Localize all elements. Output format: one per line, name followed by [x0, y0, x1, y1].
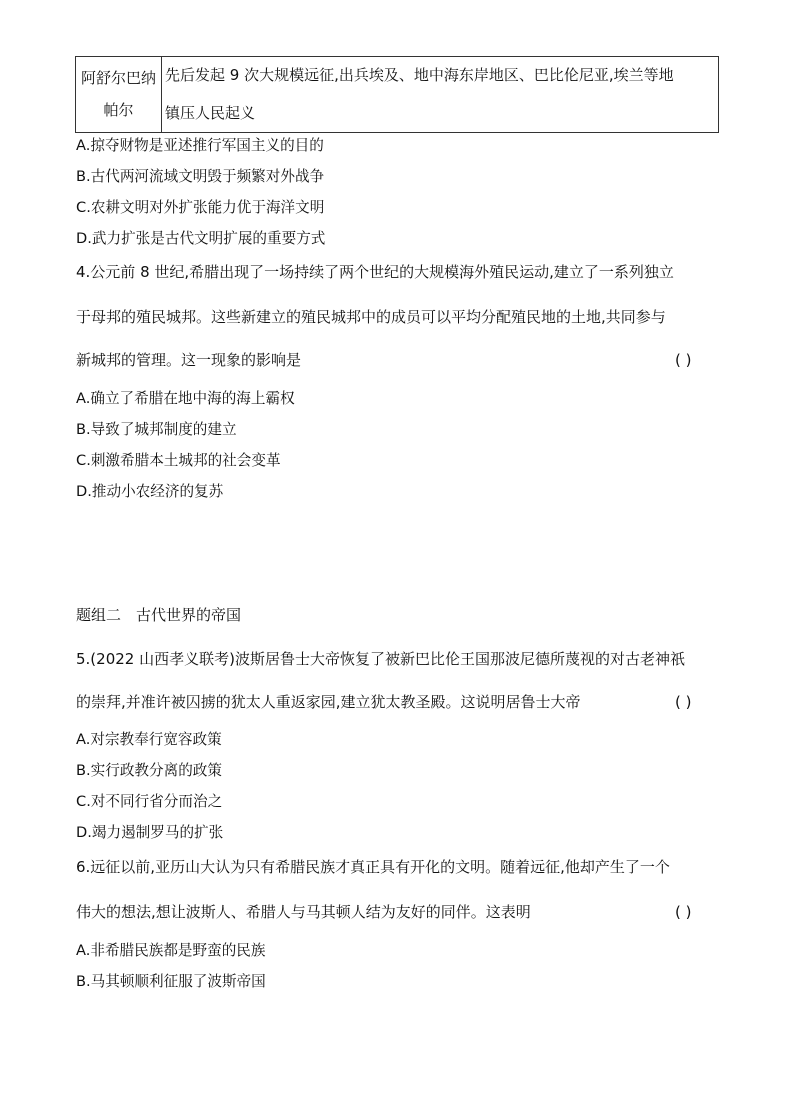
ruler-table	[75, 56, 719, 133]
ruler-name-line2: 帕尔	[103, 101, 134, 119]
q5-option-a: A.对宗教奉行宽容政策	[76, 731, 222, 748]
q6-stem-line2: 伟大的想法,想让波斯人、希腊人与马其顿人结为友好的同伴。这表明	[76, 903, 531, 921]
q5-answer-blank: ( )	[675, 693, 692, 711]
q4-stem-line2: 于母邦的殖民城邦。这些新建立的殖民城邦中的成员可以平均分配殖民地的土地,共同参与	[76, 308, 666, 326]
q4-option-a: A.确立了希腊在地中海的海上霸权	[76, 390, 295, 407]
ruler-name-cell	[76, 57, 162, 132]
q3-option-a: A.掠夺财物是亚述推行军国主义的目的	[76, 137, 324, 154]
q6-stem-line1: 6.远征以前,亚历山大认为只有希腊民族才真正具有开化的文明。随着远征,他却产生了一个	[76, 858, 670, 876]
q3-option-d: D.武力扩张是古代文明扩展的重要方式	[76, 230, 326, 247]
q4-option-d: D.推动小农经济的复苏	[76, 483, 224, 500]
q6-option-a: A.非希腊民族都是野蛮的民族	[76, 942, 266, 959]
q5-option-b: B.实行政教分离的政策	[76, 762, 222, 779]
q4-option-b: B.导致了城邦制度的建立	[76, 421, 237, 438]
q5-option-c: C.对不同行省分而治之	[76, 793, 223, 810]
ruler-name-line1: 阿舒尔巴纳	[80, 69, 156, 87]
q6-option-b: B.马其顿顺利征服了波斯帝国	[76, 973, 266, 990]
q4-stem-line1: 4.公元前 8 世纪,希腊出现了一场持续了两个世纪的大规模海外殖民运动,建立了一系列独立	[76, 263, 674, 281]
q5-option-d: D.竭力遏制罗马的扩张	[76, 824, 224, 841]
q6-answer-blank: ( )	[675, 903, 692, 921]
q5-stem-line1: 5.(2022 山西孝义联考)波斯居鲁士大帝恢复了被新巴比伦王国那波尼德所蔑视的对古老神祇	[76, 650, 685, 668]
ruler-description-cell	[162, 56, 718, 132]
ruler-desc-line2: 镇压人民起义	[165, 104, 256, 122]
q4-option-c: C.刺激希腊本土城邦的社会变革	[76, 452, 281, 469]
q4-answer-blank: ( )	[675, 351, 692, 369]
q3-option-c: C.农耕文明对外扩张能力优于海洋文明	[76, 199, 325, 216]
section-heading: 题组二 古代世界的帝国	[76, 606, 242, 624]
ruler-desc-line1: 先后发起 9 次大规模远征,出兵埃及、地中海东岸地区、巴比伦尼亚,埃兰等地	[165, 66, 674, 84]
q5-stem-line2: 的崇拜,并准许被囚掳的犹太人重返家园,建立犹太教圣殿。这说明居鲁士大帝	[76, 693, 581, 711]
q4-stem-line3: 新城邦的管理。这一现象的影响是	[76, 351, 302, 369]
q3-option-b: B.古代两河流域文明毁于频繁对外战争	[76, 168, 325, 185]
